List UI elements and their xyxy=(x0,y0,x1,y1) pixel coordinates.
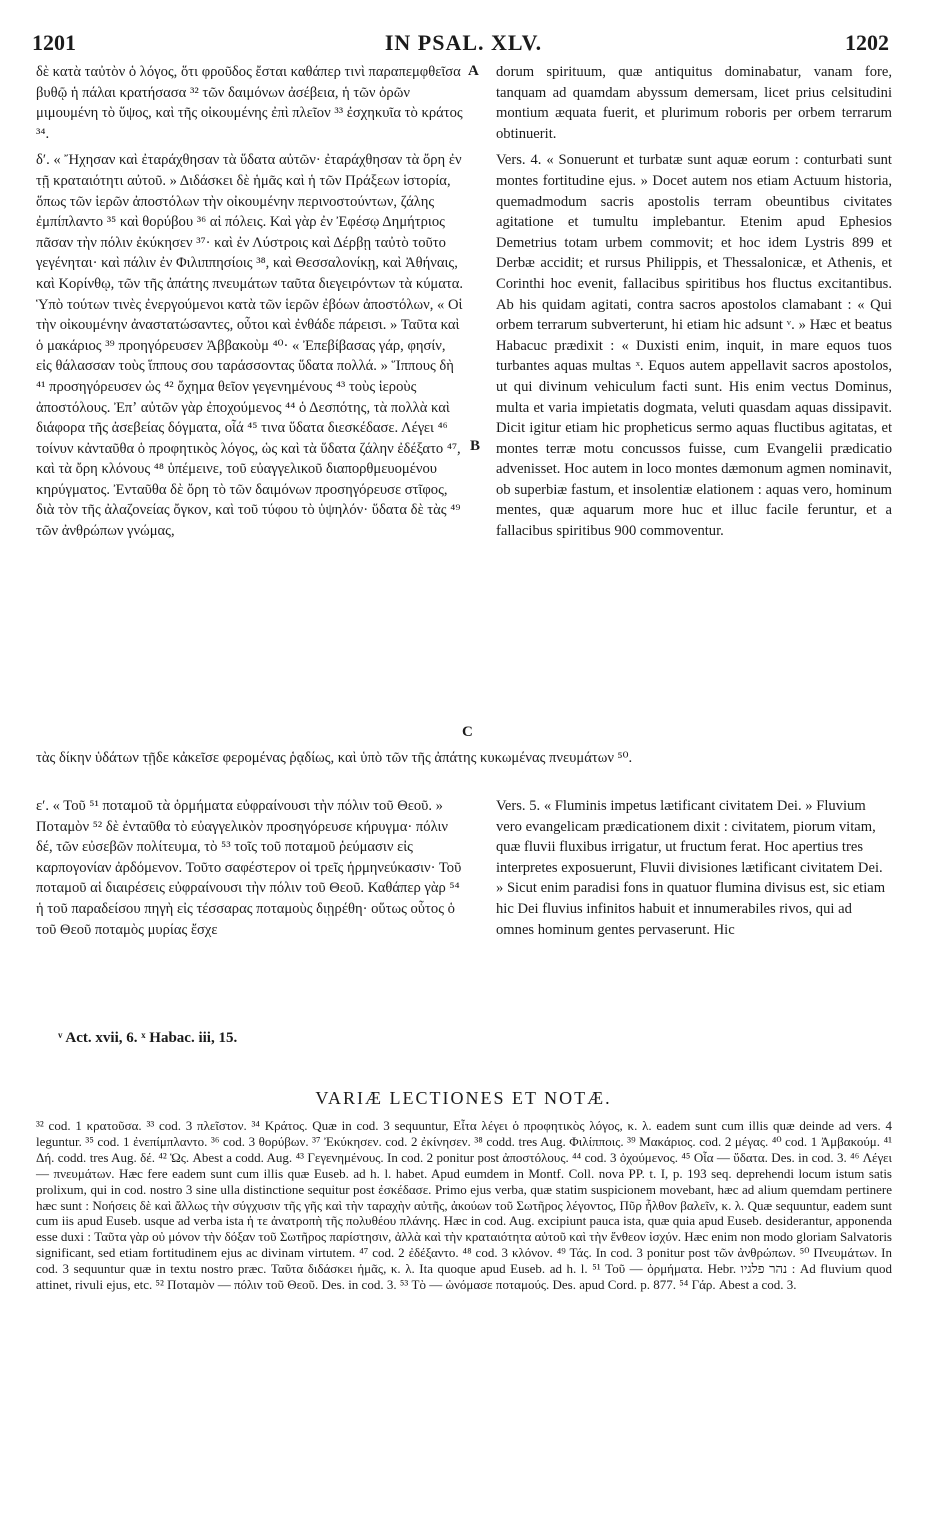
greek-column-2 xyxy=(36,796,464,940)
page-number-right: 1202 xyxy=(845,30,889,55)
greek-paragraph: δʹ. « Ἤχησαν καὶ ἐταράχθησαν τὰ ὕδατα αὐτῶν· ἐταράχθησαν τὰ ὄρη ἐν τῇ κραταιότητι αὐτοῦ. » Διδάσκει δὲ ἡμᾶς καὶ ἡ τῶν Πράξεων ἱστορία, ὅπως τῶν ἱερῶν ἀποστόλων τὴν οἰκουμένην περινοστούντων, ζάλης ἐμπίπλαντο ³⁵ καὶ θορύβου ³⁶ αἱ πόλεις. Καὶ γὰρ ἐν Ἐφέσῳ Δημήτριος πᾶσαν τὴν πόλιν ἐκύκησεν ³⁷· καὶ ἐν Λύστροις καὶ Δέρβῃ ταὐτὸ τοῦτο γεγένηται· καὶ πάλιν ἐν Φιλιππησίοις ³⁸, καὶ Θεσσαλονίκῃ, καὶ Ἀθήναις, καὶ Κορίνθῳ, τῶν τῆς ἀπάτης πνευμάτων ταῦτα διεγειρόντων τὰ κύματα. Ὑπὸ τούτων τινὲς ἐνεργούμενοι κατὰ τῶν ἱερῶν ἐβόων ἀποστόλων, « Οἱ τὴν οἰκουμένην ἀναστατώσαντες, οὗτοι καὶ ἐνθάδε πάρεισι. » Ταῦτα καὶ ὁ μακάριος ³⁹ προηγόρευσεν Ἀββακοὺμ ⁴⁰· « Ἐπεβίβασας γάρ, φησίν, εἰς θάλασσαν τοὺς ἵππους σου ταράσσοντας ὕδατα πολλά. » Ἵππους δὴ ⁴¹ προσηγόρευσεν ὡς ⁴² ὄχημα θεῖον γεγενημένους ⁴³ τοὺς ἱεροὺς ἀποστόλους. Ἐπʼ αὐτῶν γὰρ ἐποχούμενος ⁴⁴ ὁ Δεσπότης, τὰ πολλὰ καὶ διάφορα τῆς ἀσεβείας δόγματα, οἷά ⁴⁵ τινα ὕδατα διεσκέδασε. Λέγει ⁴⁶ τοίνυν κἀνταῦθα ὁ προφητικὸς λόγος, ὡς καὶ τὰ ὕδατα ζάλην ἐδέξατο ⁴⁷, καὶ τὰ ὄρη κλόνους ⁴⁸ ὑπέμεινε, τοῦ εὐαγγελικοῦ διαπορθμευομένου κηρύγματος. Ἐνταῦθα δὲ ὄρη τὸ τῶν δαιμόνων προσηγόρευσε στῖφος, διὰ τὸν τῆς ἀλαζονείας ὄγκον, καὶ τοῦ τύφου τὸ ὑψηλόν· ὕδατα δὲ τὰς ⁴⁹ τῶν ἀνθρώπων γνώμας, xyxy=(36,152,467,540)
scripture-references: ᵛ Act. xvii, 6. ˣ Habac. iii, 15. xyxy=(58,1030,238,1046)
notes-title: VARIÆ LECTIONES ET NOTÆ. xyxy=(315,1088,612,1108)
variant-notes xyxy=(36,1118,892,1293)
greek-paragraph: εʹ. « Τοῦ ⁵¹ ποταμοῦ τὰ ὁρμήματα εὐφραίνουσι τὴν πόλιν τοῦ Θεοῦ. » Ποταμὸν ⁵² δὲ ἐνταῦθα τὸ εὐαγγελικὸν προσηγόρευσε κήρυγμα· πόλιν δέ, τῶν εὐσεβῶν πολίτευμα, τὸ ⁵³ τοῖς τοῦ ποταμοῦ ῥεύμασιν εἰς καρπογονίαν ἀρδόμενον. Τοῦτο σαφέστερον οἱ τρεῖς ἡρμηνεύκασιν· Τοῦ ποταμοῦ αἱ διαιρέσεις εὐφραίνουσι τὴν πόλιν τοῦ Θεοῦ. Καθάπερ γὰρ ⁵⁴ ἡ τοῦ παραδείσου πηγὴ εἰς τέσσαρας ποταμοὺς διῃρέθη· οὕτως οὗτος ὁ τοῦ Θεοῦ ποταμὸς μυρίας ἔσχε xyxy=(36,798,465,938)
greek-column xyxy=(36,62,467,548)
margin-marker-c: C xyxy=(462,724,473,740)
latin-paragraph: Vers. 4. « Sonuerunt et turbatæ sunt aquæ eorum : conturbati sunt montes fortitudine ejus. » Docet autem nos etiam Actuum historia, quemadmodum sacris apostolis terram obeuntibus civitates agitatione et tumultu implebantur. Etenim apud Ephesios Demetrius totam urbem commovit; et hoc idem Lystris 899 et Derbæ accidit; et rursus Philippis, et Thessalonicæ, et Athenis, et Corinthi hoc evenit, fallacibus spiritibus hos fluctus excitantibus. Ab his quidam agitati, contra sacros apostolos clamabant : « Qui orbem terrarum subverterunt, hi etiam hic adsunt ᵛ. » Hæc et beatus Habacuc prædixit : « Duxisti enim, inquit, in mare equos tuos turbantes aquas multas ˣ. Equos autem appellavit sacros apostolos, ut qui divinum vehiculum facti sunt. His enim vectus Dominus, multa et varia impietatis dogmata, veluti quasdam aquas dissipavit. Dicit igitur etiam hic propheticus sermo aquas fluctibus agitatas, et montes terræ motu concussos fuisse, cum Evangelii prædicatio advenisset. Hoc autem in loco montes dæmonum agmen nominavit, ob superbiæ fastum, et insolentiæ elationem : aquas vero, hominum mentes, quæ aquarum more huc et illuc facile feruntur, et a fallacibus spiritibus 900 commoventur. xyxy=(496,152,896,540)
latin-column xyxy=(496,62,896,548)
notes-paragraph: ³² cod. 1 κρατοῦσα. ³³ cod. 3 πλεῖστον. ³⁴ Κράτος. Quæ in cod. 3 sequuntur, Εἶτα λέγει ὁ προφητικὸς λόγος, κ. λ. eadem sunt cum illis quæ deinde ad vers. 4 leguntur. ³⁵ cod. 1 ἐνεπίμπλαντο. ³⁶ cod. 3 θορύβων. ³⁷ Ἐκύκησεν. cod. 2 ἐκίνησεν. ³⁸ codd. tres Aug. Φιλίπποις. ³⁹ Μακάριος. cod. 2 μέγας. ⁴⁰ cod. 1 Ἀμβακούμ. ⁴¹ Δή. codd. tres Aug. δέ. ⁴² Ὡς. Abest a codd. Aug. ⁴³ Γεγενημένους. In cod. 2 ponitur post ἀποστόλους. ⁴⁴ cod. 3 ὀχούμενος. ⁴⁵ Οἷα — ὕδατα. Des. in cod. 3. ⁴⁶ Λέγει — πνευμάτων. Hæc fere eadem sunt cum illis quæ Euseb. ad h. l. habet. Apud eumdem in Montf. Coll. nova PP. t. I, p. 193 seq. deprehendi locum istum satis prolixum, qui in cod. nostro 3 sine ulla distinctione sequitur post ἐσκέδασε. Primo ejus verba, quæ statim suspicionem movebant, hæc ad alium quemdam pertinere hæc sunt : Νοήσεις δὲ καὶ ἄλλως τὴν σύγχυσιν τῆς γῆς καὶ τὴν ταραχὴν αὐτῆς, ἀκούων τοῦ Σωτῆρος λέγοντος, Πῦρ ἦλθον βαλεῖν, κ. λ. Quæ sequuntur, eadem sunt cum iis apud Euseb. usque ad verba ista ἡ τε ἀνατροπὴ τῆς πολυθέου πλάνης. Hæc in cod. Aug. excipiunt pauca ista, quæ quia apud Euseb. desiderantur, apponenda esse duxi : Ταῦτα γὰρ οὐ μόνον τὴν δόξαν τοῦ Σωτῆρος παρίστησιν, ἀλλὰ καὶ τὴν κραταιότητα αὐτοῦ καὶ τὴν ἔνθεον ἰσχύν. Hæc enim non modo gloriam Salvatoris significant, sed etiam fortitudinem ejus ac divinam virtutem. ⁴⁷ cod. 2 ἐδέξαντο. ⁴⁸ cod. 3 κλόνον. ⁴⁹ Τάς. In cod. 3 ponitur post τῶν ἀνθρώπων. ⁵⁰ Πνευμάτων. In cod. 3 sequuntur quæ in textu nostro præc. Ταῦτα διδάσκει ἡμᾶς, κ. λ. Ita quoque apud Euseb. ad h. l. ⁵¹ Τοῦ — ὁρμήματα. Hebr. נהר פלגיו : Ad fluvium quod attinet, rivuli ejus, etc. ⁵² Ποταμὸν — πόλιν τοῦ Θεοῦ. Des. in cod. 3. ⁵³ Τὸ — ὠνόμασε ποταμούς. Des. apud Cord. p. 877. ⁵⁴ Γάρ. Abest a cod. 3. xyxy=(36,1118,892,1293)
latin-paragraph: Vers. 5. « Fluminis impetus lætificant civitatem Dei. » Fluvium vero evangelicam prædicationem dixit : civitatem, piorum vitam, quæ fluvii fluxibus irrigatur, ut fructum ferat. Hoc apertius tres interpretes exposuerunt, Fluvii divisiones lætificant civitatem Dei. » Sicut enim paradisi fons in quatuor flumina divisus est, sic etiam hic Dei fluvius infinitos habuit et innumerabiles rivos, qui ad omnes hominum gentes pervaserunt. Hic xyxy=(496,798,889,938)
greek-paragraph: δὲ κατὰ ταὐτὸν ὁ λόγος, ὅτι φροῦδος ἔσται καθάπερ τινὶ παραπεμφθεῖσα βυθῷ ἡ πάλαι κρατήσασα ³² τῶν δαιμόνων ἀσέβεια, ἡ τῶν ὀρῶν μιμουμένη τὸ ὕψος, καὶ τῆς οἰκουμένης ἐπὶ πλεῖον ³³ ἐσχηκυῖα τὸ κράτος ³⁴. xyxy=(36,64,467,142)
page-number-left: 1201 xyxy=(32,30,76,55)
margin-marker-a: A xyxy=(468,63,479,79)
bridge-line: τὰς δίκην ὑδάτων τῇδε κἀκεῖσε φερομένας ῥᾳδίως, καὶ ὑπὸ τῶν τῆς ἀπάτης κυκωμένας πνευμάτων ⁵⁰. xyxy=(36,750,633,766)
latin-paragraph: dorum spirituum, quæ antiquitus dominabatur, vanam fore, tanquam ad quamdam abyssum demersam, licet prius celsitudini montium æquata fuerit, et plurimum roboris per orbem terrarum obtinuerit. xyxy=(496,64,896,142)
margin-marker-b: B xyxy=(470,438,481,454)
latin-column-2 xyxy=(496,796,892,940)
running-title: IN PSAL. XLV. xyxy=(384,30,543,55)
